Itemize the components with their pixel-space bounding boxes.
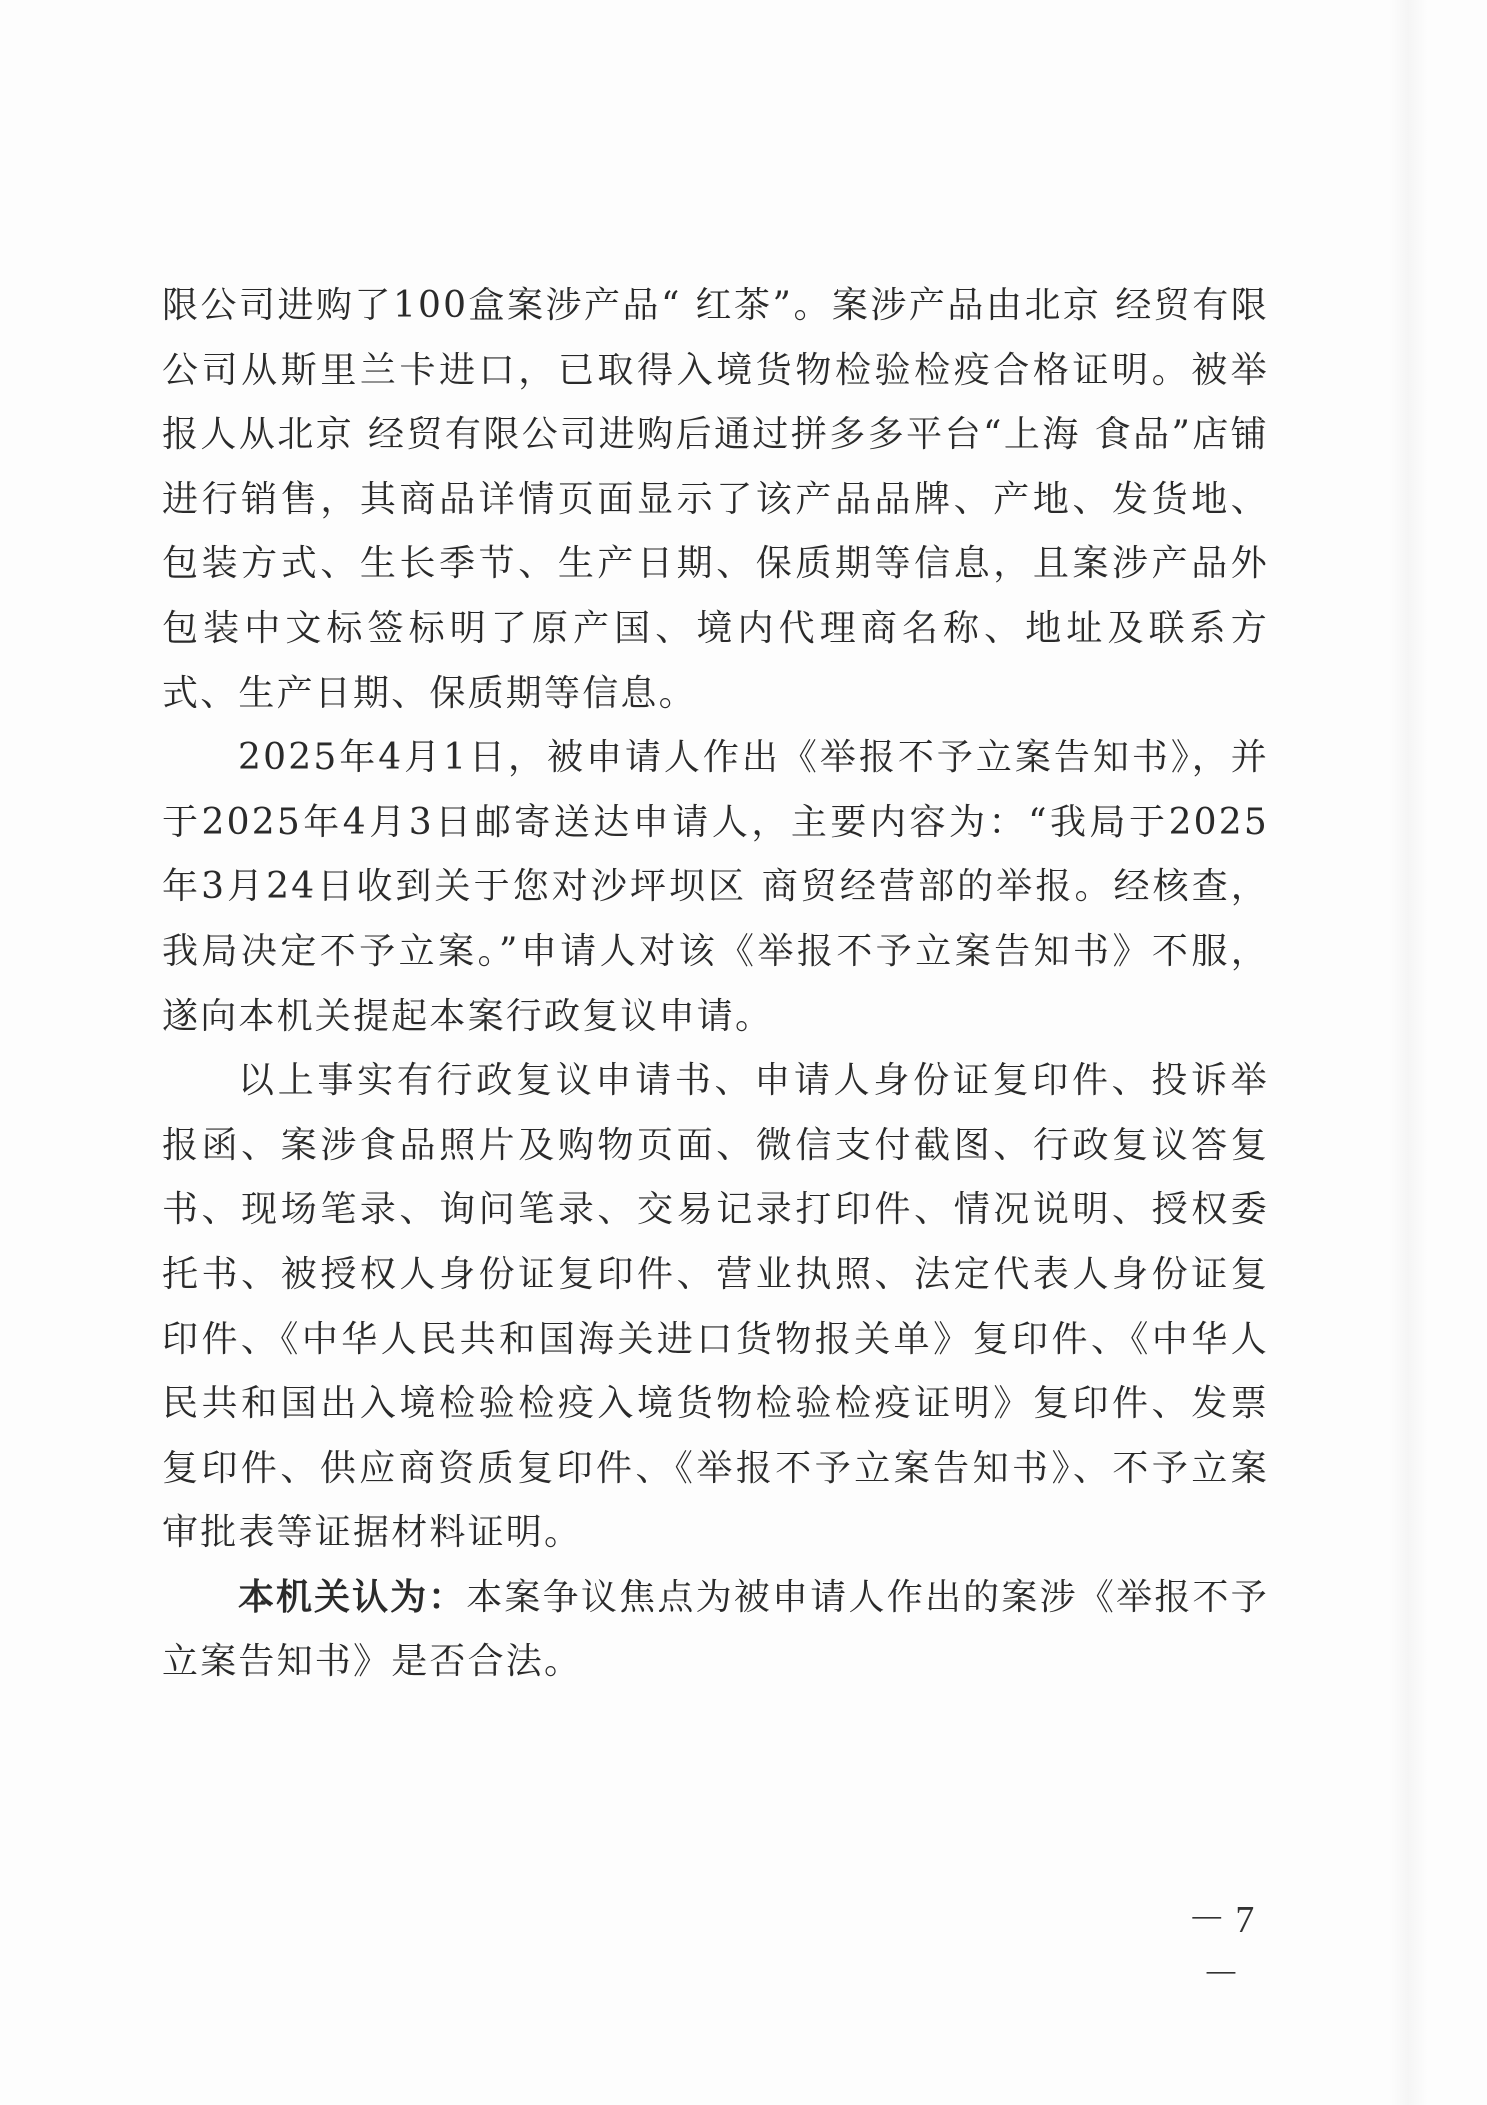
paragraph-notice: 2025年4月1日，被申请人作出《举报不予立案告知书》，并于2025年4月3日邮寄送达申请人，主要内容为：“我局于2025年3月24日收到关于您对沙坪坝区 商贸经营部的举报。经核查，我局决定不予立案。”申请人对该《举报不予立案告知书》不服，遂向本机关提起本案行政复议申请。 (162, 737, 1269, 1037)
paragraph-conclusion (162, 1566, 1269, 1695)
conclusion-text: 本案争议焦点为被申请人作出的案涉《举报不予立案告知书》是否合法。 (162, 1576, 1269, 1683)
document-body (162, 274, 1269, 1695)
conclusion-lead: 本机关认为： (238, 1576, 467, 1618)
paragraph-evidence: 以上事实有行政复议申请书、申请人身份证复印件、投诉举报函、案涉食品照片及购物页面、微信支付截图、行政复议答复书、现场笔录、询问笔录、交易记录打印件、情况说明、授权委托书、被授权人身份证复印件、营业执照、法定代表人身份证复印件、《中华人民共和国海关进口货物报关单》复印件、《中华人民共和国出入境检验检疫入境货物检验检疫证明》复印件、发票复印件、供应商资质复印件、《举报不予立案告知书》、不予立案审批表等证据材料证明。 (162, 1060, 1269, 1554)
scan-fold-shadow (1388, 0, 1428, 2105)
page-number: － 7 － (1187, 1899, 1255, 1996)
paragraph-continued: 限公司进购了100盒案涉产品“ 红茶”。案涉产品由北京 经贸有限公司从斯里兰卡进口，已取得入境货物检验检疫合格证明。被举报人从北京 经贸有限公司进购后通过拼多多平台“上海 食品”店铺进行销售，其商品详情页面显示了该产品品牌、产地、发货地、包装方式、生长季节、生产日期、保质期等信息，且案涉产品外包装中文标签标明了原产国、境内代理商名称、地址及联系方式、生产日期、保质期等信息。 (162, 285, 1269, 714)
